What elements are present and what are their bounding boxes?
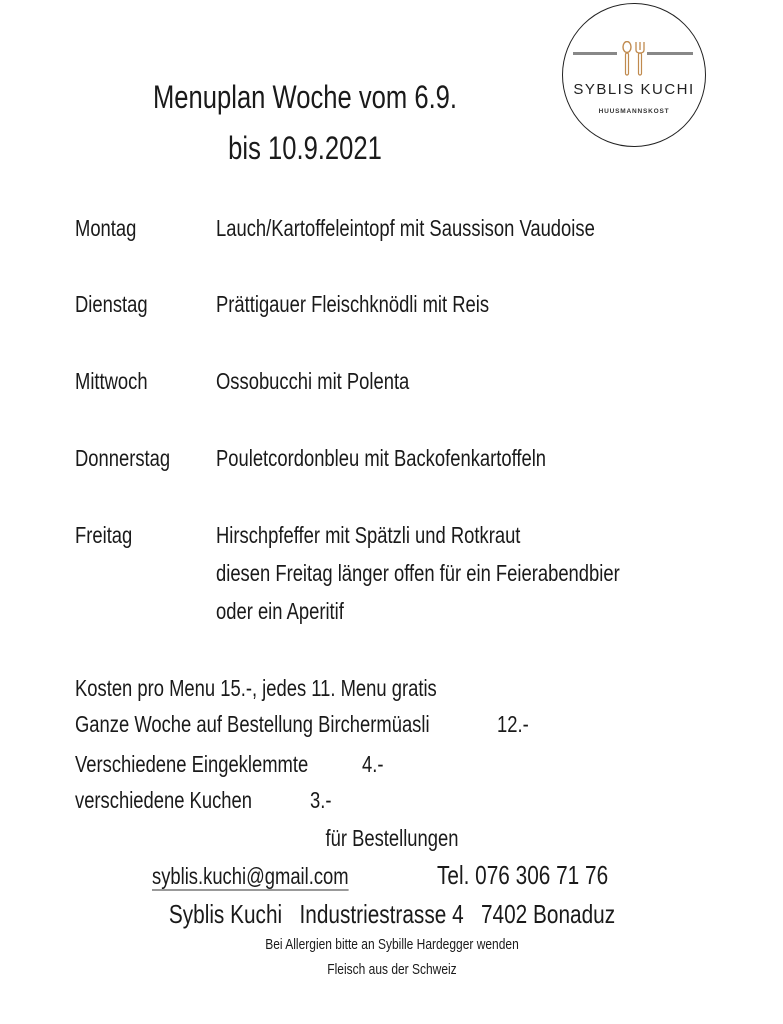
dish-friday: Hirschpfeffer mit Spätzli und Rotkraut — [216, 522, 521, 548]
price-menu: Kosten pro Menu 15.-, jedes 11. Menu gratis — [75, 675, 437, 701]
day-friday: Freitag — [75, 522, 133, 548]
title-line1: Menuplan Woche vom 6.9. — [152, 79, 458, 115]
price-cake: 3.- — [310, 787, 332, 813]
price-sandwich-label: Verschiedene Eingeklemmte — [75, 751, 309, 777]
day-tuesday: Dienstag — [75, 291, 148, 317]
order-heading: für Bestellungen — [325, 825, 459, 851]
dish-tuesday: Prättigauer Fleischknödli mit Reis — [216, 291, 490, 317]
logo-subtitle: HUUSMANNSKOST — [598, 108, 670, 115]
title-line2: bis 10.9.2021 — [228, 130, 382, 166]
friday-note-2: oder ein Aperitif — [216, 598, 344, 624]
logo — [562, 3, 706, 147]
logo-line — [647, 52, 693, 55]
friday-note-1: diesen Freitag länger offen für ein Feierabendbier — [216, 560, 620, 586]
price-sandwich: 4.- — [362, 751, 384, 777]
logo-name: SYBLIS KUCHI — [573, 81, 695, 98]
dish-monday: Lauch/Kartoffeleintopf mit Saussison Vaudoise — [216, 215, 595, 241]
day-monday: Montag — [75, 215, 137, 241]
day-thursday: Donnerstag — [75, 445, 171, 471]
allergy-note: Bei Allergien bitte an Sybille Hardegger wenden — [265, 936, 519, 953]
dish-thursday: Pouletcordonbleu mit Backofenkartoffeln — [216, 445, 547, 471]
day-wednesday: Mittwoch — [75, 368, 148, 394]
spoon-fork-icon — [621, 41, 647, 77]
phone: Tel. 076 306 71 76 — [437, 860, 609, 890]
email-link[interactable]: syblis.kuchi@gmail.com — [152, 863, 349, 889]
price-muesli-label: Ganze Woche auf Bestellung Birchermüasli — [75, 711, 430, 737]
price-cake-label: verschiedene Kuchen — [75, 787, 252, 813]
logo-line — [573, 52, 617, 55]
address: Syblis Kuchi Industriestrasse 4 7402 Bonaduz — [168, 899, 616, 929]
dish-wednesday: Ossobucchi mit Polenta — [216, 368, 410, 394]
price-muesli: 12.- — [497, 711, 529, 737]
meat-origin-note: Fleisch aus der Schweiz — [327, 961, 457, 978]
